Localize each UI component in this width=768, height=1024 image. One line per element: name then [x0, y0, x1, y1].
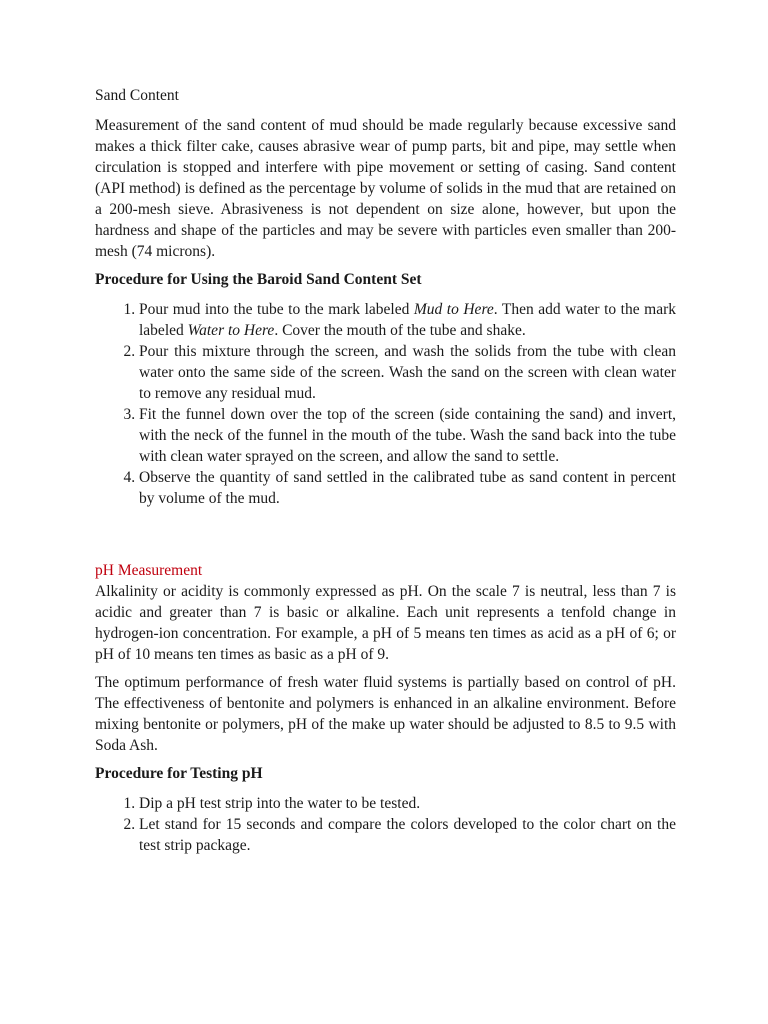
ph-paragraph-1: Alkalinity or acidity is commonly expressed as pH. On the scale 7 is neutral, less than 7 is acidic and greater than 7 is basic or alkaline. Each unit represents a tenfold change in hydrogen-ion concentration. For example, a pH of 5 means ten times as acid as a pH of 6; or pH of 10 means ten times as basic as a pH of 9.: [95, 583, 676, 663]
ph-paragraph-2: The optimum performance of fresh water fluid systems is partially based on control of pH. The effectiveness of bentonite and polymers is enhanced in an alkaline environment. Before mixing bentonite or polymers, pH of the make up water should be adjusted to 8.5 to 9.5 with Soda Ash.: [95, 674, 676, 754]
sand-step-4: 4. Observe the quantity of sand settled in the calibrated tube as sand content in percent by volume of the mud.: [139, 467, 676, 509]
ph-procedure-title: Procedure for Testing pH: [95, 765, 263, 782]
ph-measurement-title: pH Measurement: [95, 562, 203, 579]
sand-procedure-list: [95, 299, 676, 509]
sand-step-1: 1. Pour mud into the tube to the mark labeled Mud to Here. Then add water to the mark labeled Water to Here. Cover the mouth of the tube and shake.: [139, 299, 676, 341]
sand-step-2: 2. Pour this mixture through the screen, and wash the solids from the tube with clean water onto the same side of the screen. Wash the sand on the screen with clean water to remove any residual mud.: [139, 341, 676, 404]
ph-step-1: 1. Dip a pH test strip into the water to be tested.: [139, 793, 676, 814]
water-to-here-label: Water to Here: [187, 322, 275, 339]
mud-to-here-label: Mud to Here: [413, 301, 494, 318]
ph-step-2: 2. Let stand for 15 seconds and compare the colors developed to the color chart on the test strip package.: [139, 814, 676, 856]
ph-procedure-list: [95, 793, 676, 856]
sand-content-intro: Measurement of the sand content of mud should be made regularly because excessive sand makes a thick filter cake, causes abrasive wear of pump parts, bit and pipe, may settle when circulation is stopped and interfere with pipe movement or setting of casing. Sand content (API method) is defined as the percentage by volume of solids in the mud that are retained on a 200-mesh sieve. Abrasiveness is not dependent on size alone, however, but upon the hardness and shape of the particles and may be severe with particles even smaller than 200-mesh (74 microns).: [95, 117, 676, 260]
sand-content-title: Sand Content: [95, 87, 179, 104]
sand-step-3: 3. Fit the funnel down over the top of the screen (side containing the sand) and invert, with the neck of the funnel in the mouth of the tube. Wash the sand back into the tube with clean water sprayed on the screen, and allow the sand to settle.: [139, 404, 676, 467]
sand-procedure-title: Procedure for Using the Baroid Sand Content Set: [95, 271, 422, 288]
